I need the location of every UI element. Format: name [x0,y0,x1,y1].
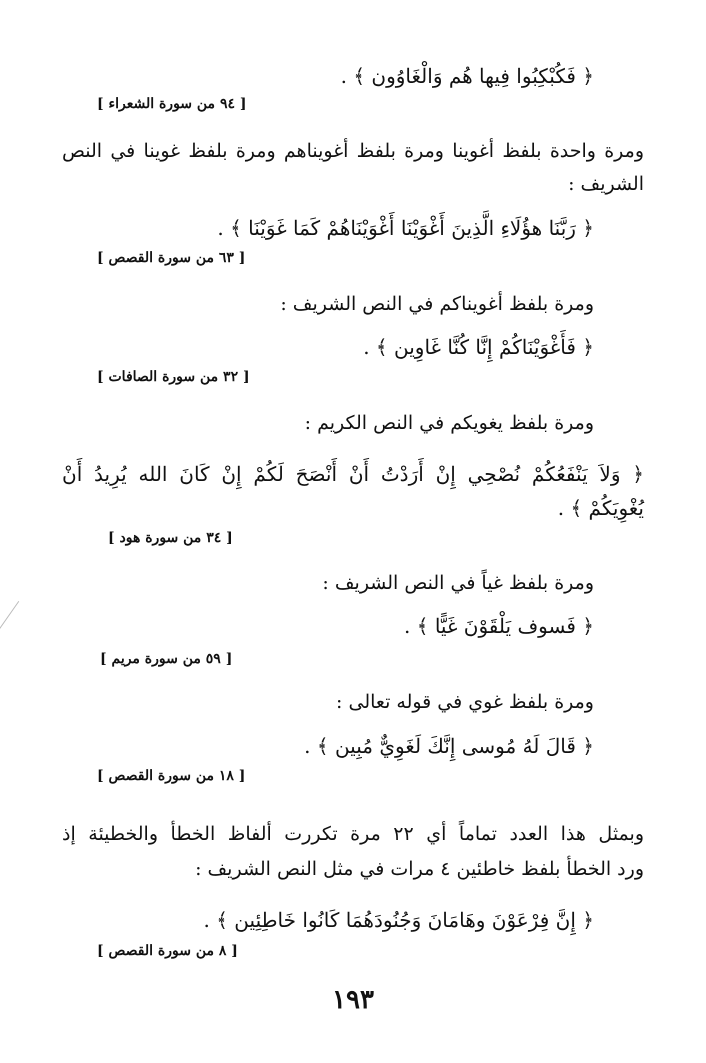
body-text-line: ومرة واحدة بلفظ أغوينا ومرة بلفظ أغويناهم ومرة بلفظ غوينا في النص [62,140,644,162]
verse-line: ﴿ فَأَغْوَيْنَاكُمْ إِنَّا كُنَّا غَاوِين ﴾ . [363,335,594,359]
body-text-line: وبمثل هذا العدد تماماً أي ٢٢ مرة تكررت ألفاظ الخطأ والخطيئة إذ [62,823,644,845]
verse-line: ﴿ رَبَّنَا هؤُلَاءِ الَّذِينَ أَغْوَيْنَا أَغْوَيْنَاهُمْ كَمَا غَوَيْنَا ﴾ . [217,216,594,240]
verse-line: ﴿ إِنَّ فِرْعَوْنَ وهَامَانَ وَجُنُودَهُمَا كَانُوا خَاطِئِين ﴾ . [203,908,594,932]
verse-reference: [ ٣٤ من سورة هود ] [108,530,233,546]
page-number: ١٩٣ [332,985,374,1015]
verse-line: ﴿ فَكُبْكِبُوا فِيها هُم وَالْغَاوُون ﴾ . [340,64,594,88]
body-text-line: ومرة بلفظ يغويكم في النص الكريم : [304,412,594,434]
verse-line: ﴿ قَالَ لَهُ مُوسى إِنَّكَ لَغَوِيٌّ مُبِين ﴾ . [304,734,594,758]
verse-line: ﴿ فَسوف يَلْقَوْنَ غَيًّا ﴾ . [404,614,594,638]
verse-reference: [ ٨ من سورة القصص ] [97,943,238,959]
scan-mark [0,601,19,631]
verse-line: يُغْوِيَكُمْ ﴾ . [557,496,644,520]
verse-reference: [ ٣٢ من سورة الصافات ] [97,369,250,385]
body-text-line: ومرة بلفظ غوي في قوله تعالى : [336,691,594,713]
verse-reference: [ ٥٩ من سورة مريم ] [100,651,233,667]
body-text-line: ومرة بلفظ أغويناكم في النص الشريف : [280,293,594,315]
body-text-line: ومرة بلفظ غياً في النص الشريف : [322,572,594,594]
verse-reference: [ ٦٣ من سورة القصص ] [97,250,246,266]
verse-reference: [ ٩٤ من سورة الشعراء ] [97,96,247,112]
verse-line: ﴿ وَلاَ يَنْفَعُكُمْ نُصْحِي إِنْ أَرَدْتُ أَنْ أَنْصَحَ لَكُمْ إِنْ كَانَ الله يُرِيدُ أَنْ [62,462,644,486]
body-text-line: ورد الخطأ بلفظ خاطئين ٤ مرات في مثل النص الشريف : [195,858,644,880]
body-text-line: الشريف : [568,173,644,195]
verse-reference: [ ١٨ من سورة القصص ] [97,768,246,784]
